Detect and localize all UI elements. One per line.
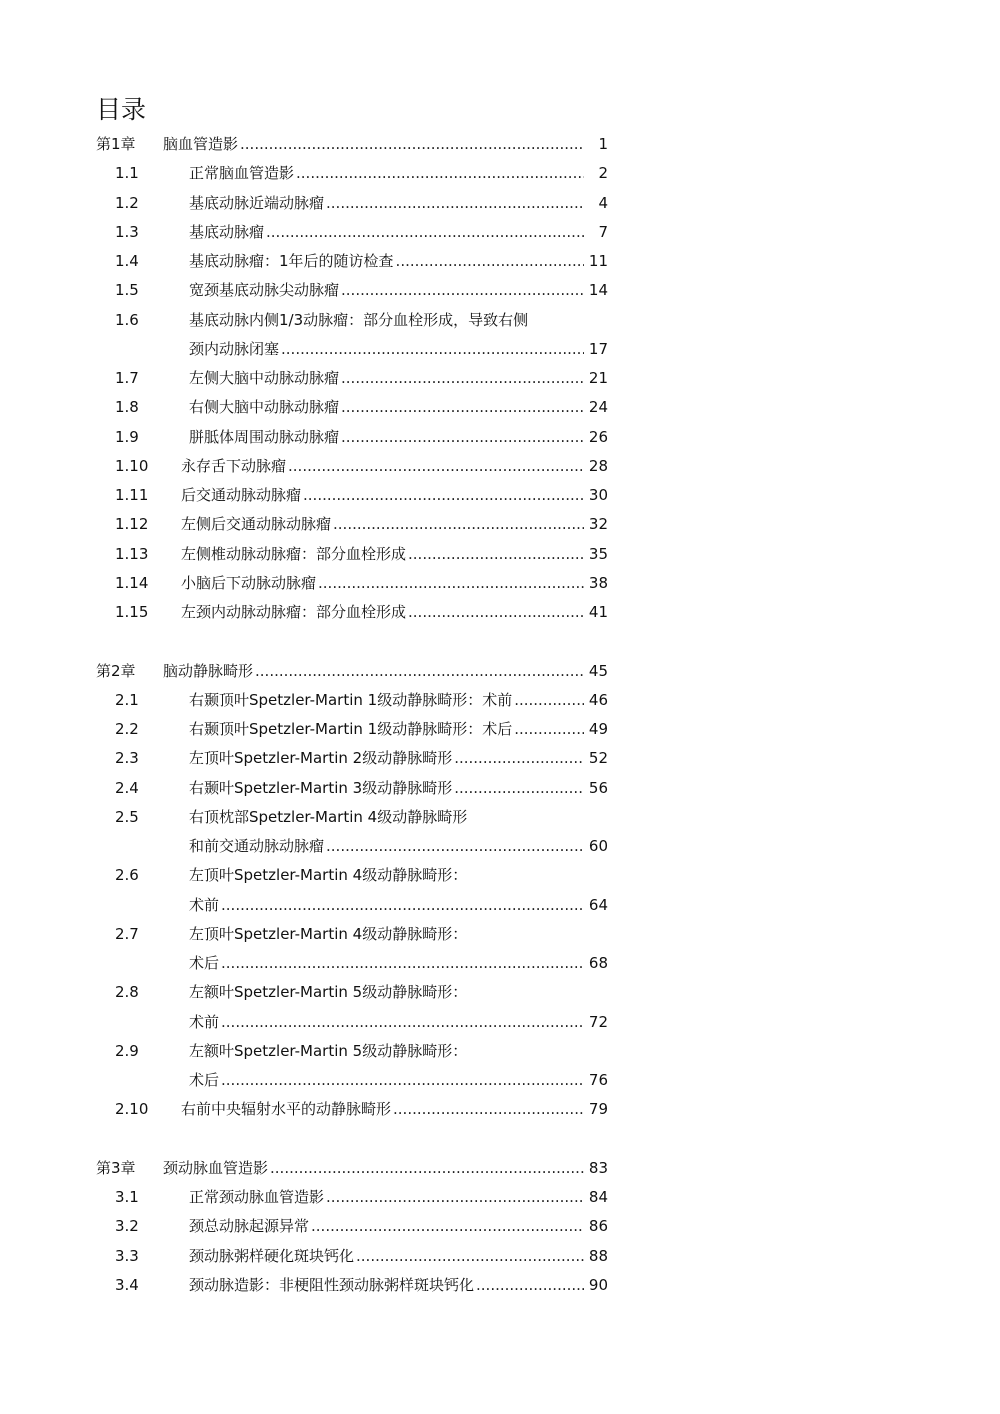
dot-leader bbox=[270, 1154, 584, 1182]
toc-entry-number: 3.2 bbox=[115, 1217, 139, 1236]
dot-leader bbox=[318, 569, 584, 597]
toc-section-entry[interactable] bbox=[0, 306, 1000, 334]
dot-leader bbox=[221, 1066, 584, 1094]
toc-page-number: 38 bbox=[588, 573, 608, 592]
toc-section-entry[interactable] bbox=[0, 510, 1000, 538]
dot-leader bbox=[408, 598, 584, 626]
toc-page-number: 46 bbox=[588, 690, 608, 709]
toc-page-number: 35 bbox=[588, 544, 608, 563]
toc-chapter-entry[interactable] bbox=[0, 130, 1000, 158]
toc-entry-title: 右颞顶叶Spetzler-Martin 1级动静脉畸形：术前 bbox=[189, 690, 513, 709]
toc-entry-title: 后交通动脉动脉瘤 bbox=[181, 486, 302, 504]
toc-page-number: 32 bbox=[588, 515, 608, 534]
toc-entry-continuation[interactable] bbox=[0, 1066, 1000, 1094]
toc-page-number: 41 bbox=[588, 603, 608, 621]
toc-page-number: 84 bbox=[588, 1188, 608, 1206]
toc-section-entry[interactable] bbox=[0, 1183, 1000, 1211]
toc-section-entry[interactable] bbox=[0, 452, 1000, 480]
dot-leader bbox=[341, 423, 584, 451]
dot-leader bbox=[326, 832, 584, 860]
toc-page-number: 56 bbox=[588, 778, 608, 797]
toc-entry-title: 右颞叶Spetzler-Martin 3级动静脉畸形 bbox=[189, 778, 453, 797]
toc-section-entry[interactable] bbox=[0, 686, 1000, 714]
toc-entry-title: 基底动脉瘤 bbox=[189, 222, 265, 241]
toc-entry-title: 永存舌下动脉瘤 bbox=[181, 456, 287, 475]
toc-section-entry[interactable] bbox=[0, 393, 1000, 421]
toc-section-entry[interactable] bbox=[0, 481, 1000, 509]
dot-leader bbox=[341, 276, 584, 304]
toc-entry-title: 宽颈基底动脉尖动脉瘤 bbox=[189, 281, 340, 300]
toc-page-number: 88 bbox=[588, 1246, 608, 1265]
toc-page-number: 45 bbox=[588, 661, 608, 680]
toc-entry-title: 脑动静脉畸形 bbox=[163, 661, 254, 680]
toc-section-entry[interactable] bbox=[0, 978, 1000, 1006]
toc-page-number: 4 bbox=[598, 193, 608, 212]
toc-page-number: 28 bbox=[588, 456, 608, 475]
toc-entry-number: 1.8 bbox=[115, 398, 139, 417]
dot-leader bbox=[454, 774, 584, 802]
toc-page-number: 24 bbox=[588, 398, 608, 417]
dot-leader bbox=[408, 540, 584, 568]
toc-entry-number: 2.5 bbox=[115, 807, 139, 826]
toc-section-entry[interactable] bbox=[0, 540, 1000, 568]
toc-section-entry[interactable] bbox=[0, 920, 1000, 948]
dot-leader bbox=[326, 1183, 584, 1211]
dot-leader bbox=[356, 1242, 584, 1270]
toc-entry-title: 左颈内动脉动脉瘤：部分血栓形成 bbox=[181, 603, 407, 621]
toc-entry-continuation[interactable] bbox=[0, 832, 1000, 860]
toc-entry-number: 3.3 bbox=[115, 1246, 139, 1265]
toc-entry-title: 左侧椎动脉动脉瘤：部分血栓形成 bbox=[181, 544, 407, 563]
toc-entry-number: 1.11 bbox=[115, 486, 149, 504]
toc-section-entry[interactable] bbox=[0, 218, 1000, 246]
toc-entry-title: 正常脑血管造影 bbox=[189, 164, 295, 183]
toc-entry-number: 2.7 bbox=[115, 924, 139, 943]
dot-leader bbox=[476, 1271, 584, 1299]
toc-entry-title: 脑血管造影 bbox=[163, 135, 239, 153]
toc-entry-number: 1.13 bbox=[115, 544, 149, 563]
dot-leader bbox=[514, 686, 584, 714]
dot-leader bbox=[393, 1095, 584, 1123]
dot-leader bbox=[281, 335, 584, 363]
toc-page-number: 64 bbox=[588, 895, 608, 914]
toc-entry-number: 第2章 bbox=[96, 661, 136, 680]
toc-section-entry[interactable] bbox=[0, 1037, 1000, 1065]
toc-entry-title: 胼胝体周围动脉动脉瘤 bbox=[189, 427, 340, 446]
dot-leader bbox=[396, 247, 584, 275]
dot-leader bbox=[221, 1008, 584, 1036]
dot-leader bbox=[221, 891, 584, 919]
toc-section-entry[interactable] bbox=[0, 598, 1000, 626]
toc-entry-number: 1.7 bbox=[115, 369, 139, 387]
toc-section-entry[interactable] bbox=[0, 247, 1000, 275]
toc-section-entry[interactable] bbox=[0, 276, 1000, 304]
toc-entry-title: 左额叶Spetzler-Martin 5级动静脉畸形： bbox=[189, 1041, 468, 1060]
toc-entry-number: 1.15 bbox=[115, 603, 149, 621]
toc-section-entry[interactable] bbox=[0, 774, 1000, 802]
toc-entry-title: 右顶枕部Spetzler-Martin 4级动静脉畸形 bbox=[189, 807, 468, 826]
toc-entry-title: 右前中央辐射水平的动静脉畸形 bbox=[181, 1100, 392, 1119]
toc-entry-continuation[interactable] bbox=[0, 1008, 1000, 1036]
toc-section-entry[interactable] bbox=[0, 1212, 1000, 1240]
toc-section-entry[interactable] bbox=[0, 364, 1000, 392]
toc-page-number: 86 bbox=[588, 1217, 608, 1236]
toc-entry-title: 颈动脉造影：非梗阻性颈动脉粥样斑块钙化 bbox=[189, 1275, 475, 1294]
toc-entry-number: 2.4 bbox=[115, 778, 139, 797]
dot-leader bbox=[296, 159, 584, 187]
toc-entry-number: 1.1 bbox=[115, 164, 139, 183]
toc-page-number: 21 bbox=[588, 369, 608, 387]
toc-entry-number: 2.8 bbox=[115, 983, 139, 1002]
dot-leader bbox=[341, 364, 584, 392]
toc-entry-number: 1.2 bbox=[115, 193, 139, 212]
toc-entry-title: 小脑后下动脉动脉瘤 bbox=[181, 573, 317, 592]
toc-entry-title: 颈动脉血管造影 bbox=[163, 1158, 269, 1177]
toc-entry-title: 颈动脉粥样硬化斑块钙化 bbox=[189, 1246, 355, 1265]
toc-entry-number: 第1章 bbox=[96, 135, 136, 153]
toc-page-number: 72 bbox=[588, 1012, 608, 1031]
dot-leader bbox=[240, 130, 584, 158]
toc-entry-number: 1.4 bbox=[115, 252, 139, 270]
toc-entry-title: 右侧大脑中动脉动脉瘤 bbox=[189, 398, 340, 417]
toc-section-entry[interactable] bbox=[0, 1095, 1000, 1123]
toc-entry-title: 左额叶Spetzler-Martin 5级动静脉畸形： bbox=[189, 983, 468, 1002]
toc-page-number: 90 bbox=[588, 1275, 608, 1294]
toc-page-number: 1 bbox=[598, 135, 608, 153]
toc-page-number: 2 bbox=[598, 164, 608, 183]
toc-entry-title-continued: 颈内动脉闭塞 bbox=[189, 339, 280, 358]
toc-entry-number: 2.1 bbox=[115, 690, 139, 709]
toc-page-number: 83 bbox=[588, 1158, 608, 1177]
toc-entry-number: 1.14 bbox=[115, 573, 149, 592]
toc-entry-title-continued: 术后 bbox=[189, 1071, 220, 1089]
toc-section-entry[interactable] bbox=[0, 159, 1000, 187]
toc-entry-continuation[interactable] bbox=[0, 335, 1000, 363]
toc-chapter-entry[interactable] bbox=[0, 1154, 1000, 1182]
toc-entry-number: 2.10 bbox=[115, 1100, 149, 1119]
toc-page-number: 14 bbox=[588, 281, 608, 300]
toc-section-entry[interactable] bbox=[0, 423, 1000, 451]
toc-entry-number: 1.5 bbox=[115, 281, 139, 300]
toc-page-number: 11 bbox=[588, 252, 608, 270]
toc-entry-title: 基底动脉近端动脉瘤 bbox=[189, 193, 325, 212]
toc-page-number: 26 bbox=[588, 427, 608, 446]
toc-entry-title: 右颞顶叶Spetzler-Martin 1级动静脉畸形：术后 bbox=[189, 720, 513, 738]
toc-section-entry[interactable] bbox=[0, 715, 1000, 743]
toc-entry-title: 左顶叶Spetzler-Martin 2级动静脉畸形 bbox=[189, 749, 453, 768]
toc-page-number: 76 bbox=[588, 1071, 608, 1089]
toc-section-entry[interactable] bbox=[0, 744, 1000, 772]
toc-section-entry[interactable] bbox=[0, 189, 1000, 217]
dot-leader bbox=[303, 481, 584, 509]
toc-entry-number: 1.3 bbox=[115, 222, 139, 241]
toc-entry-title-continued: 术前 bbox=[189, 1012, 220, 1031]
dot-leader bbox=[341, 393, 584, 421]
toc-entry-number: 3.1 bbox=[115, 1188, 139, 1206]
toc-page-number: 7 bbox=[598, 222, 608, 241]
toc-entry-title: 左侧后交通动脉动脉瘤 bbox=[181, 515, 332, 534]
toc-entry-number: 2.6 bbox=[115, 866, 139, 885]
toc-entry-title: 基底动脉内侧1/3动脉瘤：部分血栓形成，导致右侧 bbox=[189, 310, 529, 329]
toc-section-entry[interactable] bbox=[0, 569, 1000, 597]
toc-entry-title: 颈总动脉起源异常 bbox=[189, 1217, 310, 1236]
toc-entry-number: 1.9 bbox=[115, 427, 139, 446]
toc-page-number: 68 bbox=[588, 954, 608, 972]
toc-page-number: 60 bbox=[588, 837, 608, 855]
toc-entry-number: 1.6 bbox=[115, 310, 139, 329]
dot-leader bbox=[333, 510, 584, 538]
toc-section-entry[interactable] bbox=[0, 1242, 1000, 1270]
dot-leader bbox=[311, 1212, 584, 1240]
toc-entry-title: 左顶叶Spetzler-Martin 4级动静脉畸形： bbox=[189, 866, 468, 885]
toc-entry-number: 1.12 bbox=[115, 515, 149, 534]
page-title: 目录 bbox=[96, 95, 147, 124]
toc-entry-continuation[interactable] bbox=[0, 949, 1000, 977]
toc-entry-number: 第3章 bbox=[96, 1158, 136, 1177]
toc-entry-number: 1.10 bbox=[115, 456, 149, 475]
toc-page-number: 49 bbox=[588, 720, 608, 738]
toc-page-number: 17 bbox=[588, 339, 608, 358]
toc-entry-title-continued: 术前 bbox=[189, 895, 220, 914]
toc-section-entry[interactable] bbox=[0, 1271, 1000, 1299]
dot-leader bbox=[326, 189, 584, 217]
toc-section-entry[interactable] bbox=[0, 861, 1000, 889]
toc-entry-title: 左侧大脑中动脉动脉瘤 bbox=[189, 369, 340, 387]
toc-page-number: 79 bbox=[588, 1100, 608, 1119]
dot-leader bbox=[514, 715, 584, 743]
toc-entry-number: 2.9 bbox=[115, 1041, 139, 1060]
toc-entry-number: 2.2 bbox=[115, 720, 139, 738]
toc-page-number: 30 bbox=[588, 486, 608, 504]
toc-entry-title-continued: 和前交通动脉动脉瘤 bbox=[189, 837, 325, 855]
toc-page-number: 52 bbox=[588, 749, 608, 768]
dot-leader bbox=[454, 744, 584, 772]
toc-entry-title: 左顶叶Spetzler-Martin 4级动静脉畸形： bbox=[189, 924, 468, 943]
dot-leader bbox=[288, 452, 584, 480]
toc-entry-title: 基底动脉瘤：1年后的随访检查 bbox=[189, 252, 394, 270]
dot-leader bbox=[255, 657, 584, 685]
toc-section-entry[interactable] bbox=[0, 803, 1000, 831]
toc-chapter-entry[interactable] bbox=[0, 657, 1000, 685]
toc-entry-title: 正常颈动脉血管造影 bbox=[189, 1188, 325, 1206]
toc-entry-number: 3.4 bbox=[115, 1275, 139, 1294]
dot-leader bbox=[266, 218, 584, 246]
toc-entry-number: 2.3 bbox=[115, 749, 139, 768]
toc-entry-continuation[interactable] bbox=[0, 891, 1000, 919]
dot-leader bbox=[221, 949, 584, 977]
toc-entry-title-continued: 术后 bbox=[189, 954, 220, 972]
